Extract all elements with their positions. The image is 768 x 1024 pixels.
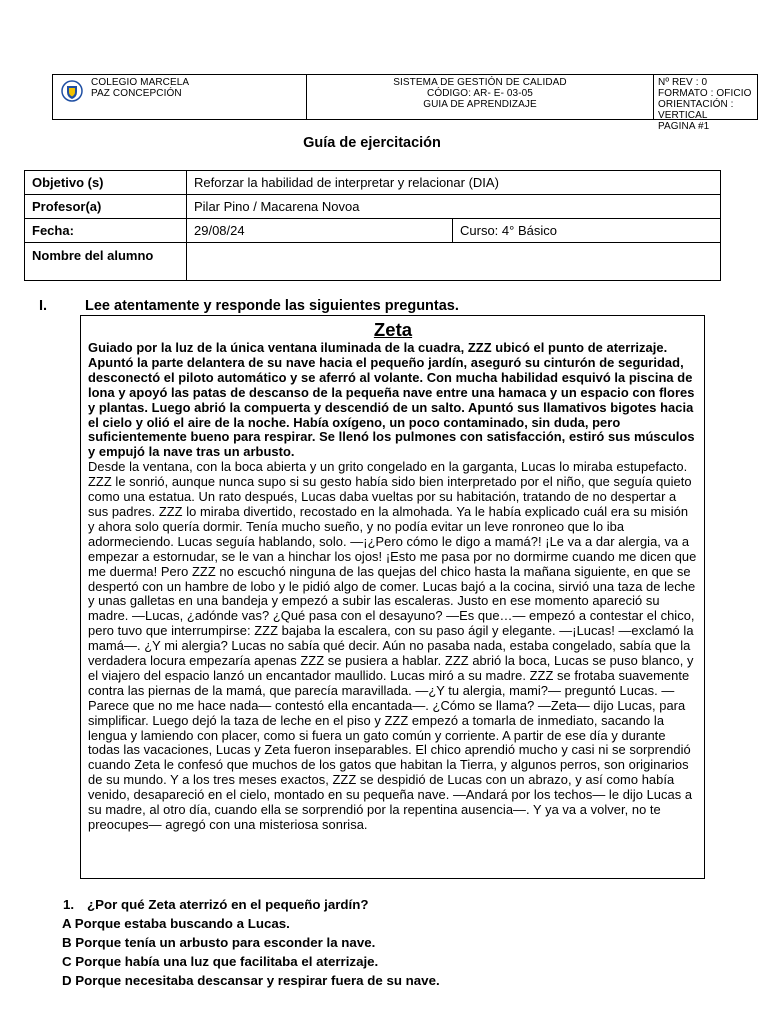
date-row xyxy=(25,219,721,243)
story-body-paragraph: Desde la ventana, con la boca abierta y un grito congelado en la garganta, Lucas lo miraba estupefacto. ZZZ le sonrió, aunque nunca supo si su gesto había sido bien interpretado por el niño, que seguía quieto como una estatua. Un rato después, Lucas daba vueltas por su habitación, tratando de no despertar a sus padres. ZZZ lo miraba divertido, recostado en la almohada. Ya le había explicado cuál era su misión y ahora solo quería dormir. Tenía mucho sueño, y no podía evitar un leve ronroneo que lo iba adormeciendo. Lucas seguía hablando, solo. —¡¿Pero cómo le digo a mamá?! ¡Le va a dar alergia, va a empezar a estornudar, se le van a hinchar los ojos! ¡Esto me pasa por no dormirme cuando me dicen que me duerma! Pero ZZZ no escuchó ninguna de las quejas del chico hasta la mañana siguiente, en que se despertó con un hambre de lobo y le pidió algo de comer. Lucas bajó a la cocina, sirvió una taza de leche y unas galletas en una bandeja y empezó a subir las escaleras. Justo en ese momento apareció su madre. —Lucas, ¿adónde vas? ¿Qué pasa con el desayuno? —Es que…— empezó a contestar el chico, pero tuvo que interrumpirse: ZZZ bajaba la escalera, con su paso ágil y elegante. —¡Lucas! —exclamó la mamá—. ¿Y mi alergia? Lucas no sabía qué decir. Aún no pasaba nada, estaba congelado, sabía que la verdadera locura empezaría apenas ZZZ se pusiera a hablar. ZZZ abrió la boca, Lucas se puso blanco, y el viajero del espacio lanzó un encantador maullido. Lucas miró a su madre. ZZZ se frotaba suavemente contra las piernas de la mamá, que parecía maravillada. —¿Y tu alergia, mami?— preguntó Lucas. —Parece que no me hace nada— contestó ella encantada—. ¿Cómo se llama? —Zeta— dijo Lucas, para simplificar. Luego dejó la taza de leche en el piso y ZZZ empezó a tomarla de inmediato, sacando la lengua y lamiendo con placer, como si fuera un gato común y corriente. A partir de ese día y durante todas las vacaciones, Lucas y Zeta fueron inseparables. El chico aprendió mucho y casi ni se sorprendió cuando Zeta le confesó que muchos de los gatos que habitan la Tierra, y algunos perros, son originarios de su mundo. Y a los tres meses exactos, ZZZ se despidió de Lucas con un abrazo, y así como había venido, desapareció en el cielo, montado en su pequeña nave. —Andará por los techos— le dijo Lucas a su madre, al otro día, cuando ella se sorprendió por la repentina ausencia—. Y ya va a volver, no te preocupes— agregó con una misteriosa sonrisa. xyxy=(88,459,697,832)
objective-label: Objetivo (s) xyxy=(25,171,187,195)
quality-system-cell xyxy=(307,75,654,119)
section-heading xyxy=(39,298,459,314)
school-logo-icon xyxy=(61,80,83,102)
student-info-table xyxy=(24,170,721,281)
option-a[interactable]: A Porque estaba buscando a Lucas. xyxy=(62,916,290,931)
student-name-field[interactable] xyxy=(187,243,721,281)
meta-format: FORMATO : OFICIO xyxy=(658,88,752,99)
reading-passage-box xyxy=(80,315,705,879)
meta-revision: Nº REV : 0 xyxy=(658,77,708,88)
story-intro-paragraph: Guiado por la luz de la única ventana iluminada de la cuadra, ZZZ ubicó el punto de aterrizaje. Apuntó la parte delantera de su nave hacia el pequeño jardín, aseguró su cinturón de seguridad, desconectó el piloto automático y se aferró al volante. Con mucha habilidad esquivó la piscina de lona y apoyó las patas de descanso de la pequeña nave entre una hamaca y un espacio con flores y plantas. Luego abrió la compuerta y descendió de un salto. Apuntó sus llamativos bigotes hacia el cielo y olió el aire de la noche. Había oxígeno, un poco contaminado, sin duda, pero suficientemente bueno para respirar. Se llenó los pulmones con satisfacción, estiró sus músculos y empujó la nave tras un arbusto. xyxy=(88,340,695,460)
option-d[interactable]: D Porque necesitaba descansar y respirar fuera de su nave. xyxy=(62,973,440,988)
system-line-1: SISTEMA DE GESTIÓN DE CALIDAD xyxy=(393,77,567,88)
teacher-row xyxy=(25,195,721,219)
meta-orientation: ORIENTACIÓN : VERTICAL xyxy=(658,99,734,121)
question-1-text: ¿Por qué Zeta aterrizó en el pequeño jardín? xyxy=(87,897,369,912)
school-name-line-1: COLEGIO MARCELA xyxy=(91,77,190,88)
objective-value: Reforzar la habilidad de interpretar y relacionar (DIA) xyxy=(187,171,721,195)
school-cell xyxy=(53,75,307,119)
objective-row xyxy=(25,171,721,195)
story-title: Zeta xyxy=(373,319,413,340)
teacher-value: Pilar Pino / Macarena Novoa xyxy=(187,195,721,219)
system-line-2: CÓDIGO: AR- E- 03-05 xyxy=(427,88,533,99)
section-instruction: Lee atentamente y responde las siguientes preguntas. xyxy=(85,298,459,314)
question-1 xyxy=(62,895,762,990)
date-label: Fecha: xyxy=(25,219,187,243)
system-line-3: GUIA DE APRENDIZAJE xyxy=(423,99,537,110)
teacher-label: Profesor(a) xyxy=(25,195,187,219)
page-title: Guía de ejercitación xyxy=(303,135,441,151)
document-header xyxy=(52,74,758,132)
course-value: Curso: 4° Básico xyxy=(453,219,721,243)
school-name-line-2: PAZ CONCEPCIÓN xyxy=(91,88,182,99)
student-name-row xyxy=(25,243,721,281)
option-b[interactable]: B Porque tenía un arbusto para esconder la nave. xyxy=(62,935,376,950)
option-c[interactable]: C Porque había una luz que facilitaba el aterrizaje. xyxy=(62,954,379,969)
date-value: 29/08/24 xyxy=(187,219,453,243)
meta-page: PAGINA #1 xyxy=(658,121,710,132)
student-name-label: Nombre del alumno xyxy=(25,243,187,281)
question-1-prompt xyxy=(62,895,762,914)
question-1-number: 1. xyxy=(63,897,75,912)
document-meta-cell xyxy=(654,75,757,132)
section-number: I. xyxy=(39,298,48,314)
